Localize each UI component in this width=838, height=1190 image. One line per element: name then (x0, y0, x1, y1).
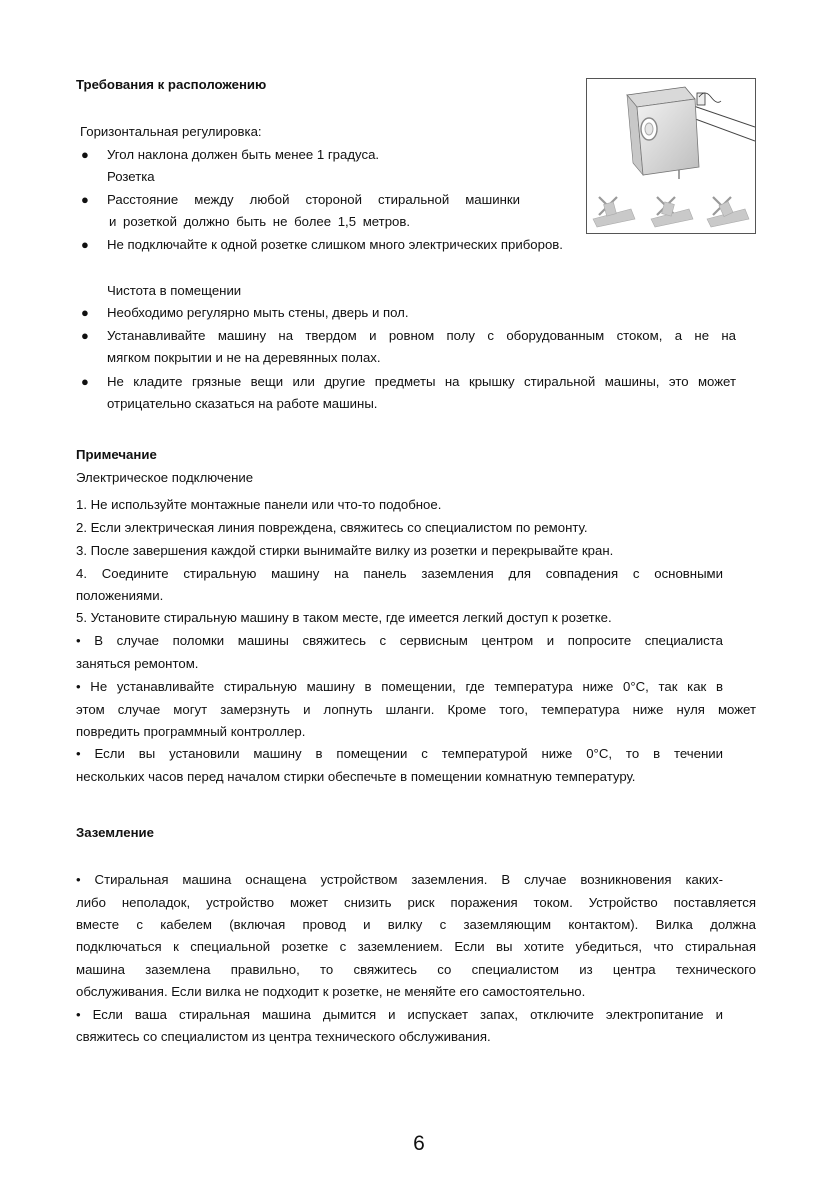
subtitle-level: Горизонтальная регулировка: (80, 124, 262, 139)
section-title-note: Примечание (76, 447, 157, 462)
list-item: Угол наклона должен быть менее 1 градуса. (107, 147, 380, 162)
washing-machine-illustration (586, 78, 756, 234)
list-item-cont: и розеткой должно быть не более 1,5 метров. (109, 214, 411, 229)
bullet-paragraph-cont: этом случае могут замерзнуть и лопнуть шланги. Кроме того, температура ниже нуля может (76, 702, 756, 717)
list-item: Не кладите грязные вещи или другие предметы на крышку стиральной машины, это может (107, 374, 736, 389)
bullet-paragraph-cont: либо неполадок, устройство может снизить риск поражения током. Устройство поставляется (76, 895, 756, 910)
section-title-placement: Требования к расположению (76, 77, 267, 92)
numbered-item: 3. После завершения каждой стирки вынимайте вилку из розетки и перекрывайте кран. (76, 543, 614, 558)
bullet-paragraph-cont: свяжитесь со специалистом из центра технического обслуживания. (76, 1029, 491, 1044)
bullet-paragraph-cont: повредить программный контроллер. (76, 724, 306, 739)
bullet-paragraph-cont: машина заземлена правильно, то свяжитесь со специалистом из центра технического (76, 962, 756, 977)
list-item: Расстояние между любой стороной стиральной машинки (107, 192, 520, 207)
bullet-paragraph: • Стиральная машина оснащена устройством заземления. В случае возникновения каких- (76, 872, 723, 887)
socket-label: Розетка (107, 169, 155, 184)
bullet-dot: ● (81, 374, 89, 389)
bullet-dot: ● (81, 237, 89, 252)
bullet-paragraph-cont: заняться ремонтом. (76, 656, 199, 671)
section-title-grounding: Заземление (76, 825, 154, 840)
numbered-item: 5. Установите стиральную машину в таком месте, где имеется легкий доступ к розетке. (76, 610, 612, 625)
bullet-paragraph-cont: подключаться к специальной розетке с заземлением. Если вы хотите убедиться, что стиральная (76, 939, 756, 954)
bullet-dot: ● (81, 147, 89, 162)
numbered-item-cont: положениями. (76, 588, 164, 603)
bullet-dot: ● (81, 305, 89, 320)
bullet-paragraph: • Если вы установили машину в помещении с температурой ниже 0°C, то в течении (76, 746, 723, 761)
page-number: 6 (413, 1132, 425, 1155)
list-item-cont: мягком покрытии и не на деревянных полах. (107, 350, 381, 365)
bullet-paragraph: • Если ваша стиральная машина дымится и испускает запах, отключите электропитание и (76, 1007, 723, 1022)
list-item: Устанавливайте машину на твердом и ровном полу с оборудованным стоком, а не на (107, 328, 736, 343)
subtitle-electrical: Электрическое подключение (76, 470, 254, 485)
bullet-dot: ● (81, 328, 89, 343)
bullet-paragraph: • В случае поломки машины свяжитесь с сервисным центром и попросите специалиста (76, 633, 723, 648)
list-item-cont: отрицательно сказаться на работе машины. (107, 396, 378, 411)
numbered-item: 1. Не используйте монтажные панели или что-то подобное. (76, 497, 442, 512)
bullet-paragraph-cont: обслуживания. Если вилка не подходит к розетке, не меняйте его самостоятельно. (76, 984, 586, 999)
washing-machine-icon (587, 79, 755, 233)
numbered-item: 4. Соедините стиральную машину на панель заземления для совпадения с основными (76, 566, 723, 581)
bullet-paragraph-cont: нескольких часов перед началом стирки обеспечьте в помещении комнатную температуру. (76, 769, 636, 784)
bullet-paragraph-cont: вместе с кабелем (включая провод и вилку с заземляющим контактом). Вилка должна (76, 917, 756, 932)
numbered-item: 2. Если электрическая линия повреждена, свяжитесь со специалистом по ремонту. (76, 520, 588, 535)
list-item: Необходимо регулярно мыть стены, дверь и пол. (107, 305, 409, 320)
bullet-paragraph: • Не устанавливайте стиральную машину в помещении, где температура ниже 0°C, так как в (76, 679, 723, 694)
list-item: Не подключайте к одной розетке слишком много электрических приборов. (107, 237, 563, 252)
bullet-dot: ● (81, 192, 89, 207)
subtitle-cleanliness: Чистота в помещении (107, 283, 242, 298)
